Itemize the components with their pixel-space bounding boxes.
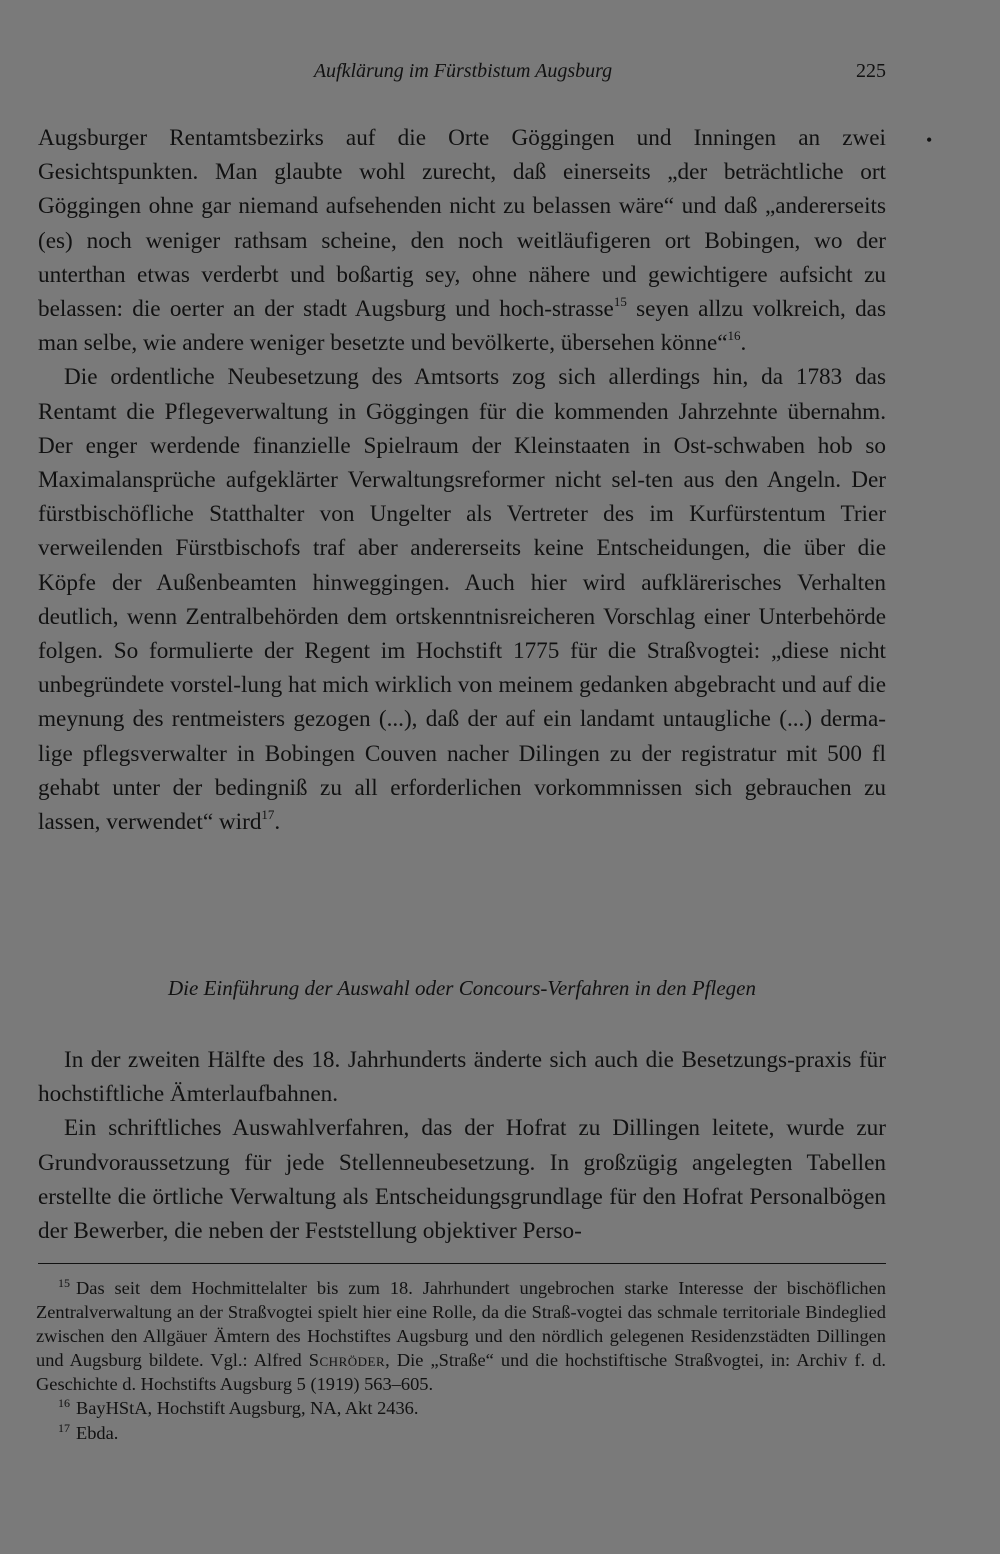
paragraph-1-text-b: seyen allzu volkreich, das man selbe, wie andere weniger besetzte und bevölkerte, übersehen könne“: [38, 296, 886, 357]
section-heading: Die Einführung der Auswahl oder Concours-Verfahren in den Pflegen: [168, 976, 756, 1000]
footnotes: [36, 1276, 886, 1445]
paragraph-2-text-b: .: [274, 809, 281, 836]
footnote-ref-17: 17: [261, 807, 275, 823]
footnote-17: [36, 1421, 886, 1445]
footnote-text: BayHStA, Hochstift Augsburg, NA, Akt 2436.: [76, 1398, 419, 1419]
footnote-16: [36, 1396, 886, 1420]
margin-mark: •: [926, 130, 933, 150]
paragraph-1: [38, 121, 886, 360]
footnote-separator: [38, 1263, 886, 1264]
footnote-ref-16: 16: [727, 328, 741, 344]
page-header: [40, 58, 886, 88]
running-title: Aufklärung im Fürstbistum Augsburg: [313, 60, 613, 82]
page-number: 225: [856, 60, 886, 82]
paragraph-1-text-c: .: [740, 330, 747, 357]
footnote-number: 15: [58, 1276, 70, 1290]
section-paragraph-1: In der zweiten Hälfte des 18. Jahrhunderts änderte sich auch die Besetzungs-praxis für hochstiftliche Ämterlaufbahnen.: [38, 1047, 886, 1108]
section-text: [38, 1043, 886, 1248]
footnote-author: Schröder: [308, 1350, 386, 1371]
paragraph-2: [38, 360, 886, 839]
footnote-text: , Die „Straße“ und die hochstiftische Straßvogtei, in: Archiv f. d. Geschichte d. Hochstifts Augsburg 5 (1919) 563–605.: [36, 1350, 886, 1395]
footnote-text: Das seit dem Hochmittelalter bis zum 18. Jahrhundert ungebrochen starke Interesse der bischöflichen Zentralverwaltung an der Straßvogtei spielt hier eine Rolle, da die Straß-vogtei das schmale territoriale Bindeglied zwischen den Allgäuer Ämtern des Hochstiftes Augsburg und den nördlich gelegenen Residenzstädten Dillingen und Augsburg bildete. Vgl.: Alfred: [36, 1278, 886, 1371]
paragraph-2-text-a: Die ordentliche Neubesetzung des Amtsorts zog sich allerdings hin, da 1783 das Rentamt die Pflegeverwaltung in Göggingen für die kommenden Jahrzehnte übernahm. Der enger werdende finanzielle Spielraum der Kleinstaaten in Ost-schwaben hob so Maximalansprüche aufgeklärter Verwaltungsreformer nicht sel-ten aus den Angeln. Der fürstbischöfliche Statthalter von Ungelter als Vertreter des im Kurfürstentum Trier verweilenden Fürstbischofs traf aber andererseits keine Entscheidungen, die über die Köpfe der Außenbeamten hinweggingen. Auch hier wird aufklärerisches Verhalten deutlich, wenn Zentralbehörden dem ortskenntnisreicheren Vorschlag einer Unterbehörde folgen. So formulierte der Regent im Hochstift 1775 für die Straßvogtei: „diese nicht unbegründete vorstel-lung hat mich wirklich von meinem gedanken abgebracht und auf die meynung des rentmeisters gezogen (...), daß der auf ein landamt untaugliche (...) derma-lige pflegsverwalter in Bobingen Couven nacher Dilingen zu der registratur mit 500 fl gehabt unter der bedingniß zu all erforderlichen vorkommnissen sich gebrauchen zu lassen, verwendet“ wird: [38, 364, 886, 836]
section-paragraph-2: Ein schriftliches Auswahlverfahren, das der Hofrat zu Dillingen leitete, wurde zur Grundvoraussetzung für jede Stellenneubesetzung. In großzügig angelegten Tabellen erstellte die örtliche Verwaltung als Entscheidungsgrundlage für den Hofrat Personalbögen der Bewerber, die neben der Feststellung objektiver Perso-: [38, 1115, 886, 1245]
paragraph-1-text-a: Augsburger Rentamtsbezirks auf die Orte Göggingen und Inningen an zwei Gesichtspunkten. Man glaubte wohl zurecht, daß einerseits „der beträchtliche ort Göggingen ohne gar niemand aufsehenden nicht zu belassen wäre“ und daß „andererseits (es) noch weniger rathsam scheine, den noch weitläufigeren ort Bobingen, wo der unterthan etwas verderbt und boßartig sey, ohne nähere und gewichtigere aufsicht zu belassen: die oerter an der stadt Augsburg und hoch-strasse: [38, 125, 886, 323]
footnote-ref-15: 15: [613, 294, 627, 310]
footnote-number: 17: [58, 1420, 70, 1435]
main-text: [38, 121, 886, 839]
footnote-15: [36, 1276, 886, 1396]
footnote-text: Ebda.: [76, 1422, 119, 1443]
footnote-number: 16: [58, 1396, 70, 1411]
